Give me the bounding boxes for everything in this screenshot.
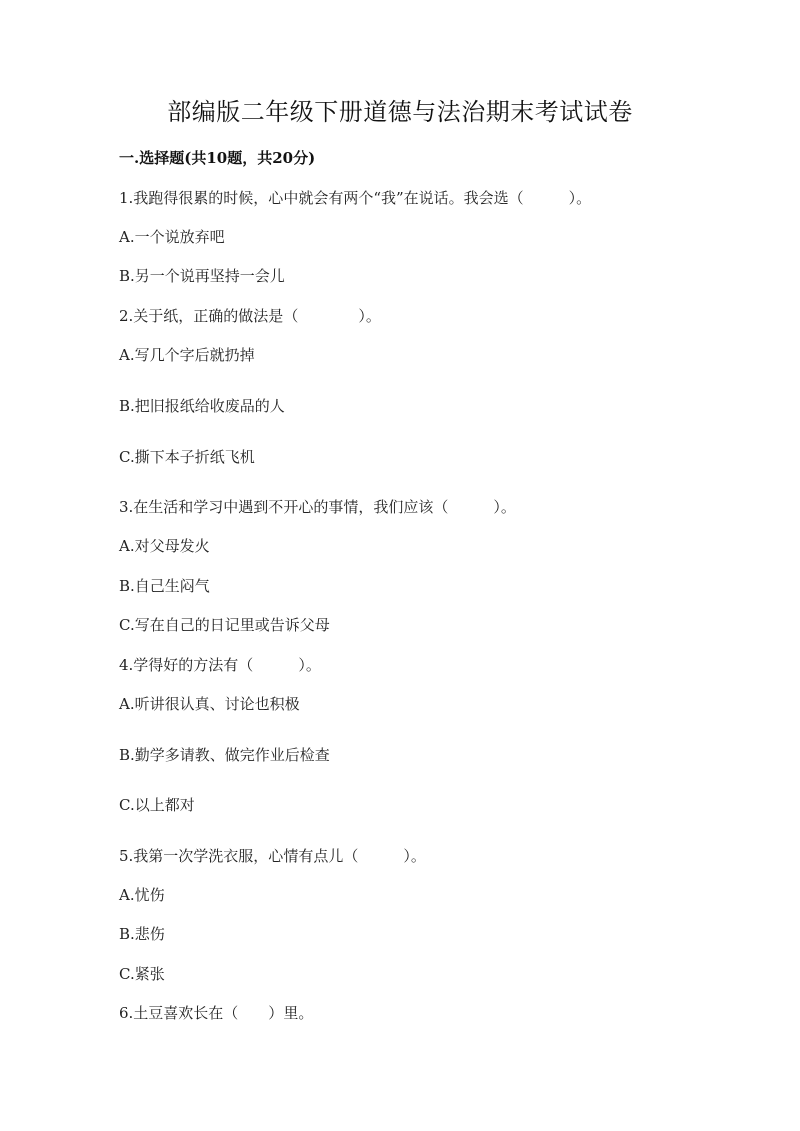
answer-option: B.悲伤 [119,925,165,943]
question-stem: 4.学得好的方法有（ ）。 [119,656,321,674]
answer-option: B.自己生闷气 [119,577,210,595]
answer-option: C.以上都对 [119,796,195,814]
answer-option: A.对父母发火 [119,537,210,555]
answer-option: C.紧张 [119,965,165,983]
question-stem: 6.土豆喜欢长在（ ）里。 [119,1004,314,1022]
answer-option: A.一个说放弃吧 [119,228,225,246]
question-stem: 1.我跑得很累的时候，心中就会有两个“我”在说话。我会选（ ）。 [119,189,592,207]
page-title: 部编版二年级下册道德与法治期末考试试卷 [167,98,633,126]
answer-option: C.撕下本子折纸飞机 [119,448,255,466]
answer-option: B.把旧报纸给收废品的人 [119,397,285,415]
answer-option: B.勤学多请教、做完作业后检查 [119,746,330,764]
answer-option: B.另一个说再坚持一会儿 [119,267,285,285]
question-stem: 5.我第一次学洗衣服，心情有点儿（ ）。 [119,847,426,865]
question-stem: 3.在生活和学习中遇到不开心的事情，我们应该（ ）。 [119,498,516,516]
answer-option: A.听讲很认真、讨论也积极 [119,695,300,713]
answer-option: C.写在自己的日记里或告诉父母 [119,616,330,634]
answer-option: A.忧伤 [119,886,165,904]
section-heading: 一.选择题(共10题，共20分) [119,149,316,167]
answer-option: A.写几个字后就扔掉 [119,346,255,364]
question-stem: 2.关于纸，正确的做法是（ ）。 [119,307,381,325]
